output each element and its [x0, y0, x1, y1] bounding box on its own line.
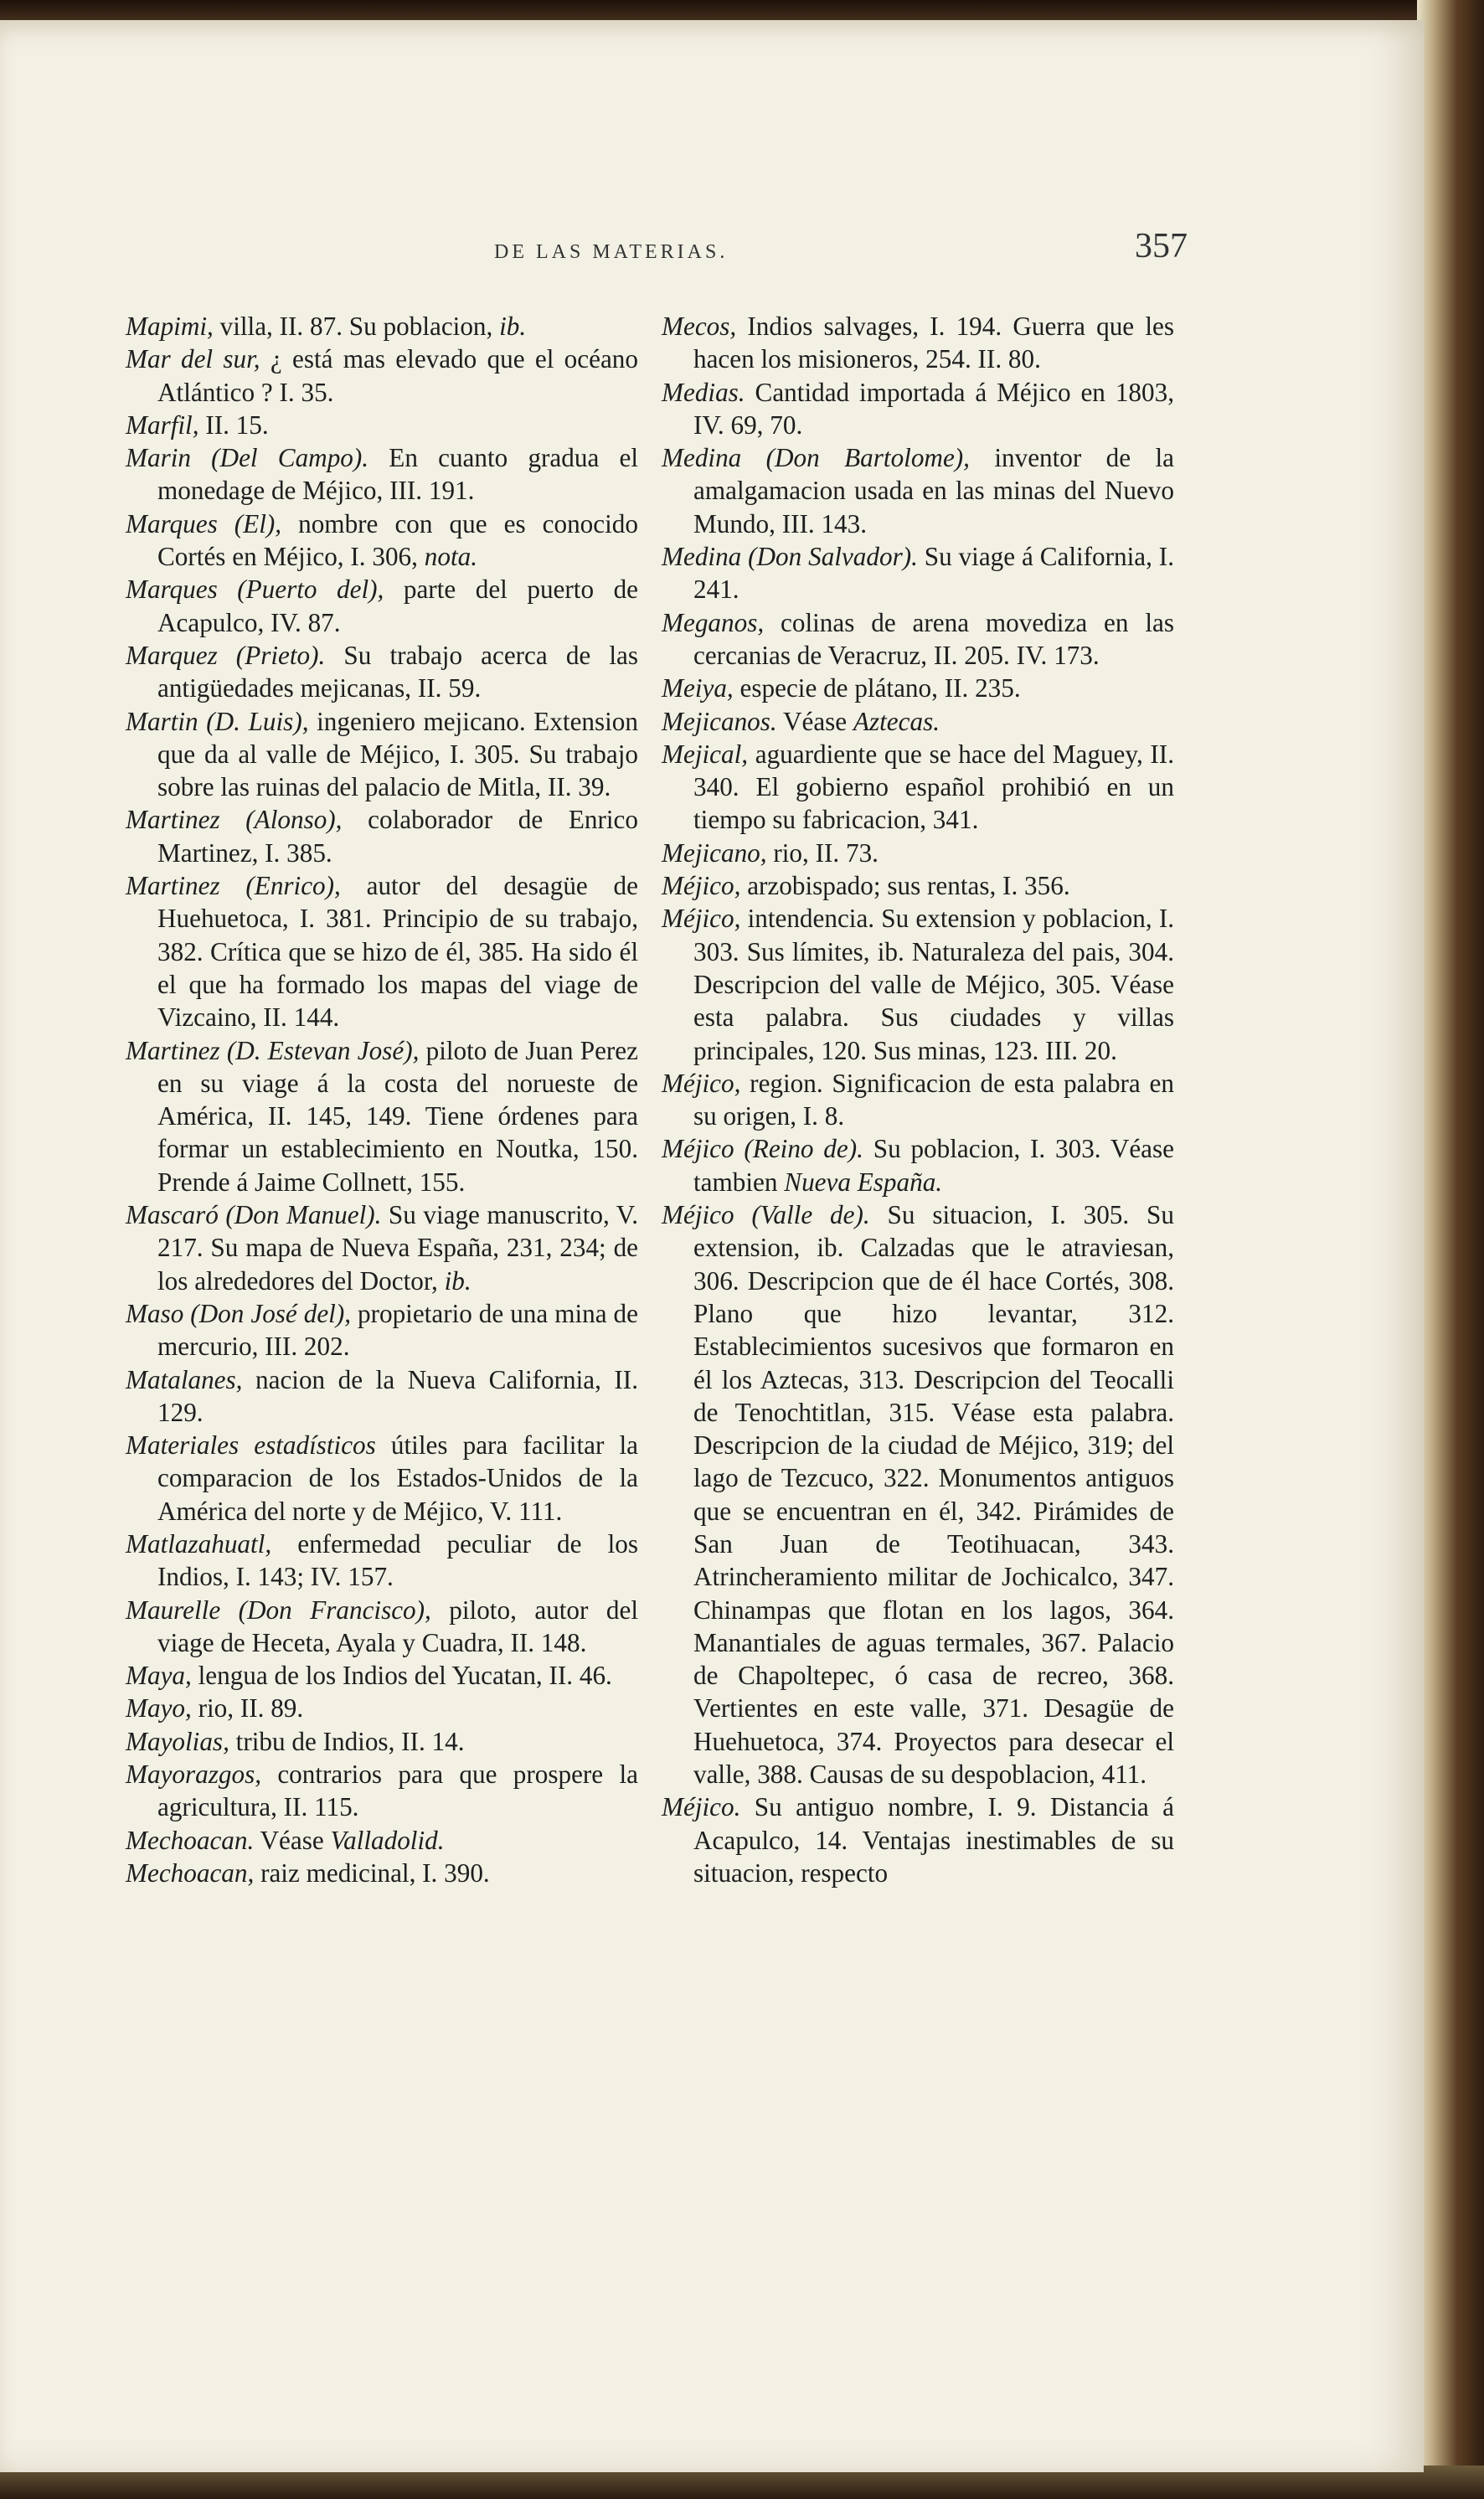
index-entry — [126, 869, 638, 1033]
index-entry — [662, 738, 1174, 837]
page-number: 357 — [1135, 227, 1188, 265]
index-term: Meiya, — [662, 673, 734, 703]
index-term: Maurelle (Don Francisco), — [126, 1595, 431, 1625]
index-term: Martinez (Enrico), — [126, 871, 341, 901]
index-text: Su viage manuscrito, V. 217. Su mapa de Nueva España, 231, 234; de los alrededores del Doctor, — [157, 1200, 638, 1296]
index-entry — [126, 1857, 638, 1889]
index-text: especie de plátano, II. 235. — [733, 673, 1021, 703]
index-term: Méjico, — [662, 871, 741, 901]
index-term: Matalanes, — [126, 1364, 243, 1394]
index-term: Marquez (Prieto). — [126, 640, 326, 670]
index-term: Méjico. — [662, 1792, 741, 1822]
index-crossref: Nueva España. — [784, 1167, 943, 1197]
index-text: Su viage á California, I. 241. — [693, 542, 1174, 605]
index-entry — [126, 343, 638, 409]
index-text: contrarios para que prospere la agricultura, II. 115. — [157, 1760, 638, 1822]
index-crossref: Valladolid. — [330, 1825, 445, 1855]
index-text: II. 15. — [198, 410, 269, 440]
index-text: enfermedad peculiar de los Indios, I. 143; IV. 157. — [157, 1528, 638, 1592]
index-term: Méjico (Valle de). — [662, 1200, 870, 1230]
index-entry — [662, 705, 1174, 738]
index-entry — [126, 1297, 638, 1363]
index-text: tribu de Indios, II. 14. — [229, 1726, 465, 1756]
index-entry — [662, 606, 1174, 672]
index-text: colinas de arena movediza en las cercanias de Veracruz, II. 205. IV. 173. — [693, 607, 1174, 670]
index-text: En cuanto gradua el monedage de Méjico, III. 191. — [157, 443, 638, 506]
index-term: Mejicano, — [662, 837, 767, 868]
index-crossref: Aztecas. — [853, 706, 940, 736]
index-crossref: ib. — [444, 1265, 471, 1296]
index-text: colaborador de Enrico Martinez, I. 385. — [157, 805, 638, 868]
index-term: Méjico, — [662, 1068, 741, 1098]
index-text: ingeniero mejicano. Extension que da al valle de Méjico, I. 305. Su trabajo sobre las ruinas del palacio de Mitla, II. 39. — [157, 706, 638, 802]
index-text: intendencia. Su extension y poblacion, I. 303. Sus límites, ib. Naturaleza del pais, 304. Descripcion del valle de Méjico, 305. Véase esta palabra. Sus ciudades y villas principales, 120. Sus minas, 123. III. 20. — [693, 904, 1174, 1065]
index-text: raiz medicinal, I. 390. — [254, 1858, 490, 1888]
index-entry — [126, 1758, 638, 1824]
index-text: parte del puerto de Acapulco, IV. 87. — [157, 575, 638, 637]
index-entry — [662, 1132, 1174, 1198]
index-entry — [126, 1198, 638, 1297]
index-text: Su antiguo nombre, I. 9. Distancia á Acapulco, 14. Ventajas inestimables de su situacion, respecto — [693, 1792, 1174, 1888]
index-text: aguardiente que se hace del Maguey, II. 340. El gobierno español prohibió en un tiempo su fabricacion, 341. — [693, 739, 1174, 835]
index-entry — [126, 409, 638, 441]
index-term: Materiales estadísticos — [126, 1430, 376, 1461]
index-term: Mejical, — [662, 739, 749, 769]
index-text: inventor de la amalgamacion usada en las minas del Nuevo Mundo, III. 143. — [693, 443, 1174, 538]
index-term: Mapimi, — [126, 312, 214, 341]
index-text: Su situacion, I. 305. Su extension, ib. Calzadas que le atraviesan, 306. Descripcion que de él hace Cortés, 308. Plano que hizo levantar, 312. Establecimientos sucesivos que formaron en él los Aztecas, 313. Descripcion del Teocalli de Tenochtitlan, 315. Véase esta palabra. Descripcion de la ciudad de Méjico, 319; del lago de Tezcuco, 322. Monumentos antiguos que se encuentran en él, 342. Pirámides de San Juan de Teotihuacan, 343. Atrincheramiento militar de Jochicalco, 347. Chinampas que flotan en los lagos, 364. Manantiales de aguas termales, 367. Palacio de Chapoltepec, ó casa de recreo, 368. Vertientes en este valle, 371. Desagüe de Huehuetoca, 374. Proyectos para desecar el valle, 388. Causas de su despoblacion, 411. — [693, 1200, 1174, 1790]
index-text: útiles para facilitar la comparacion de los Estados-Unidos de la América del norte y de Méjico, V. 111. — [157, 1430, 638, 1526]
index-entry — [126, 1692, 638, 1724]
index-text: Su poblacion, I. 303. Véase tambien — [693, 1134, 1175, 1197]
index-entry — [126, 310, 638, 343]
index-term: Martinez (Alonso), — [126, 805, 343, 835]
index-term: Martin (D. Luis), — [126, 706, 309, 736]
index-entry — [126, 573, 638, 639]
index-entry — [126, 1594, 638, 1660]
index-entry — [126, 1659, 638, 1692]
index-term: Mascaró (Don Manuel). — [126, 1200, 382, 1230]
index-text: rio, II. 89. — [191, 1693, 304, 1724]
index-text: nacion de la Nueva California, II. 129. — [157, 1364, 638, 1427]
index-entry — [662, 540, 1174, 606]
index-entry — [126, 1429, 638, 1528]
index-text: Véase — [254, 1825, 331, 1855]
index-term: Méjico (Reino de). — [662, 1134, 863, 1164]
index-term: Marques (Puerto del), — [126, 575, 384, 605]
index-term: Medina (Don Bartolome), — [662, 443, 970, 473]
index-term: Mejicanos. — [662, 706, 777, 736]
index-text: lengua de los Indios del Yucatan, II. 46. — [191, 1661, 612, 1691]
index-term: Mayolias, — [126, 1726, 229, 1756]
index-text: autor del desagüe de Huehuetoca, I. 381. Principio de su trabajo, 382. Crítica que se hizo de él, 385. Ha sido él el que ha formado los mapas del viage de Vizcaino, II. 144. — [157, 871, 638, 1033]
index-entry — [662, 441, 1174, 540]
index-term: Meganos, — [662, 607, 765, 637]
index-text: nombre con que es conocido Cortés en Méjico, I. 306, — [157, 508, 638, 572]
index-term: Marfil, — [126, 410, 199, 440]
index-entry — [662, 837, 1174, 869]
index-entry — [126, 639, 638, 705]
index-text: Indios salvages, I. 194. Guerra que les hacen los misioneros, 254. II. 80. — [693, 312, 1174, 374]
index-entry — [126, 1034, 638, 1198]
index-text: villa, II. 87. Su poblacion, — [213, 312, 500, 341]
index-text: piloto de Juan Perez en su viage á la costa del norueste de América, II. 145, 149. Tiene órdenes para formar un establecimiento en Noutka, 150. Prende á Jaime Collnett, 155. — [157, 1035, 638, 1197]
index-text: piloto, autor del viage de Heceta, Ayala y Cuadra, II. 148. — [157, 1595, 638, 1657]
index-entry — [662, 869, 1174, 902]
index-entry — [126, 1725, 638, 1758]
index-term: Mayorazgos, — [126, 1760, 261, 1790]
index-entry — [126, 803, 638, 869]
index-term: Mecos, — [662, 312, 737, 341]
index-entry — [126, 1528, 638, 1594]
index-entry — [662, 310, 1174, 376]
index-entry — [662, 902, 1174, 1066]
book-edge-right — [1417, 0, 1484, 2499]
index-text: propietario de una mina de mercurio, III. 202. — [157, 1298, 638, 1362]
index-term: Mechoacan. — [126, 1825, 255, 1855]
index-text: Cantidad importada á Méjico en 1803, IV. 69, 70. — [693, 377, 1174, 440]
index-entry — [662, 1198, 1174, 1791]
index-text: arzobispado; sus rentas, I. 356. — [740, 871, 1070, 901]
index-crossref: ib. — [499, 312, 527, 341]
index-entry — [662, 1067, 1174, 1133]
index-term: Medias. — [662, 377, 745, 407]
index-text: ¿ está mas elevado que el océano Atlántico ? I. 35. — [157, 344, 638, 407]
index-entry — [126, 1824, 638, 1857]
index-term: Mayo, — [126, 1693, 192, 1724]
index-text: Su trabajo acerca de las antigüedades mejicanas, II. 59. — [157, 640, 638, 703]
index-term: Marques (El), — [126, 508, 282, 538]
index-entry — [126, 508, 638, 574]
index-crossref: nota. — [424, 542, 477, 572]
index-term: Medina (Don Salvador). — [662, 542, 918, 572]
index-text: rio, II. 73. — [766, 837, 879, 868]
index-term: Mechoacan, — [126, 1858, 255, 1888]
index-entry — [126, 441, 638, 508]
index-column-right — [662, 310, 1174, 1889]
index-term: Marin (Del Campo). — [126, 443, 369, 473]
index-text: region. Significacion de esta palabra en su origen, I. 8. — [693, 1068, 1174, 1131]
index-entry — [126, 705, 638, 804]
index-term: Mar del sur, — [126, 344, 260, 374]
index-entry — [662, 376, 1174, 442]
index-entry — [662, 1791, 1174, 1889]
index-term: Martinez (D. Estevan José), — [126, 1035, 420, 1065]
running-header: DE LAS MATERIAS. — [494, 241, 729, 263]
index-term: Matlazahuatl, — [126, 1528, 272, 1559]
index-term: Méjico, — [662, 904, 741, 934]
index-term: Maso (Don José del), — [126, 1298, 352, 1328]
index-entry — [126, 1363, 638, 1430]
index-column-left — [126, 310, 638, 1889]
index-term: Maya, — [126, 1661, 192, 1691]
index-text: Véase — [776, 706, 853, 736]
index-entry — [662, 672, 1174, 704]
